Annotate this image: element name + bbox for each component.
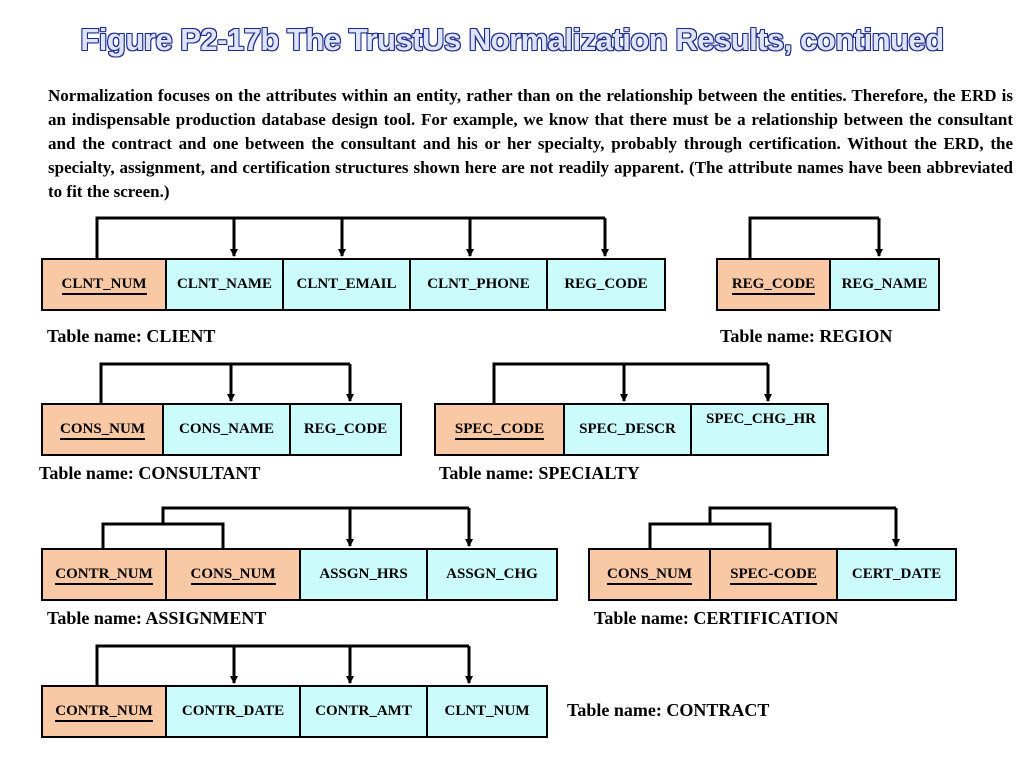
assignment-key-bracket (103, 524, 223, 548)
assignment-table-name: Table name: ASSIGNMENT (47, 608, 267, 628)
primary-key-label: CLNT_NUM (62, 276, 147, 295)
assignment-dependency-line (163, 508, 469, 524)
primary-key-label: SPEC-CODE (730, 566, 817, 585)
contract-clnt-num-cell: CLNT_NUM (426, 685, 548, 738)
primary-key-label: CONS_NUM (191, 566, 276, 585)
specialty-dependency-line (494, 364, 768, 403)
consultant-cons-num-cell (41, 403, 164, 456)
specialty-table-name: Table name: SPECIALTY (439, 463, 640, 483)
client-table-name: Table name: CLIENT (47, 326, 216, 346)
primary-key-label: CONTR_NUM (55, 703, 153, 722)
contract-contr-date-cell: CONTR_DATE (165, 685, 301, 738)
assignment-cons-num-cell (165, 548, 301, 601)
intro-paragraph: Normalization focuses on the attributes within an entity, rather than on the relationship between the entities. Therefore, the ERD is an indispensable production database design tool. For example, we know that there must be a relationship between the consultant and the contract and one between the consultant and his or her specialty, probably through certification. Without the ERD, the specialty, assignment, and certification structures shown here are not readily apparent. (The attribute names have been abbreviated to fit the screen.) (48, 86, 1013, 201)
client-clnt-email-cell: CLNT_EMAIL (282, 258, 411, 311)
client-dependency-line (97, 218, 605, 258)
figure-title: Figure P2-17b The TrustUs Normalization Results, continued (80, 22, 944, 57)
primary-key-label: SPEC_CODE (455, 421, 544, 440)
assignment-contr-num-cell (41, 548, 167, 601)
certification-key-bracket (650, 524, 770, 548)
primary-key-label: REG_CODE (732, 276, 815, 295)
contract-contr-num-cell (41, 685, 167, 738)
consultant-dependency-line (101, 364, 350, 403)
region-reg-code-cell (716, 258, 831, 311)
contract-dependency-line (97, 646, 469, 685)
specialty-spec-chg-hr-cell: SPEC_CHG_HR (690, 403, 829, 456)
certification-spec-code-cell (709, 548, 838, 601)
certification-cert-date-cell: CERT_DATE (836, 548, 957, 601)
assignment-assgn-chg-cell: ASSGN_CHG (426, 548, 558, 601)
contract-contr-amt-cell: CONTR_AMT (299, 685, 428, 738)
client-clnt-phone-cell: CLNT_PHONE (409, 258, 548, 311)
assignment-assgn-hrs-cell: ASSGN_HRS (299, 548, 428, 601)
region-dependency-line (750, 218, 879, 258)
client-reg-code-cell: REG_CODE (546, 258, 666, 311)
client-clnt-num-cell (41, 258, 167, 311)
consultant-table-name: Table name: CONSULTANT (39, 463, 261, 483)
contract-table-name: Table name: CONTRACT (567, 700, 770, 720)
certification-table-name: Table name: CERTIFICATION (594, 608, 839, 628)
primary-key-label: CONS_NUM (607, 566, 692, 585)
consultant-cons-name-cell: CONS_NAME (162, 403, 291, 456)
primary-key-label: CONS_NUM (60, 421, 145, 440)
consultant-reg-code-cell: REG_CODE (289, 403, 402, 456)
certification-dependency-line (710, 508, 896, 524)
client-clnt-name-cell: CLNT_NAME (165, 258, 284, 311)
specialty-spec-code-cell (434, 403, 565, 456)
certification-cons-num-cell (588, 548, 711, 601)
region-table-name: Table name: REGION (720, 326, 893, 346)
primary-key-label: CONTR_NUM (55, 566, 153, 585)
specialty-spec-descr-cell: SPEC_DESCR (563, 403, 692, 456)
region-reg-name-cell: REG_NAME (829, 258, 940, 311)
